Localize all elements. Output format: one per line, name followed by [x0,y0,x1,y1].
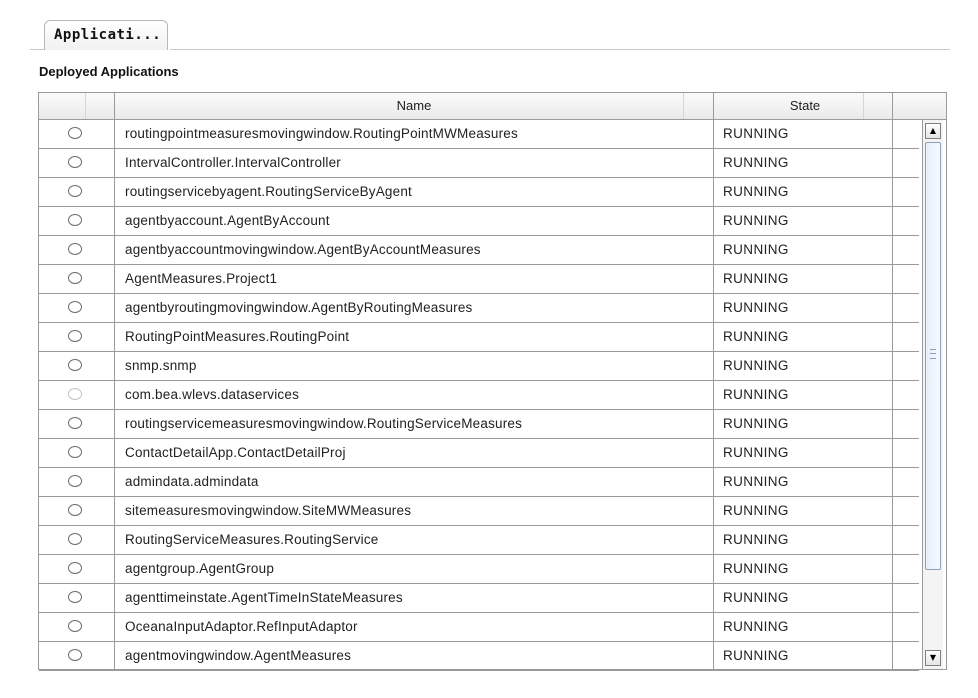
row-select-radio[interactable] [68,214,82,226]
application-state: RUNNING [723,271,789,286]
application-state: RUNNING [723,126,789,141]
table-row[interactable] [39,381,919,410]
table-row[interactable] [39,178,919,207]
row-select-radio[interactable] [68,533,82,545]
application-name: agentmovingwindow.AgentMeasures [125,648,352,663]
table-row[interactable] [39,265,919,294]
application-name: RoutingServiceMeasures.RoutingService [125,532,379,547]
grip-icon [930,349,936,359]
application-name: AgentMeasures.Project1 [125,271,278,286]
application-name: com.bea.wlevs.dataservices [125,387,300,402]
arrow-down-icon[interactable]: ▼ [925,650,941,666]
table-row[interactable] [39,584,919,613]
row-select-radio[interactable] [68,649,82,661]
tab-applications[interactable] [44,20,168,50]
row-select-radio [68,388,82,400]
table-row[interactable] [39,207,919,236]
tab-strip-divider [170,49,950,50]
application-name: OceanaInputAdaptor.RefInputAdaptor [125,619,358,634]
table-row[interactable] [39,497,919,526]
arrow-up-icon[interactable]: ▲ [925,123,941,139]
table-row[interactable] [39,149,919,178]
application-name: IntervalController.IntervalController [125,155,341,170]
application-state: RUNNING [723,561,789,576]
application-state: RUNNING [723,184,789,199]
table-row[interactable] [39,613,919,642]
applications-table [38,92,947,670]
application-name: agentgroup.AgentGroup [125,561,275,576]
row-select-radio[interactable] [68,330,82,342]
application-state: RUNNING [723,445,789,460]
application-state: RUNNING [723,387,789,402]
table-row[interactable] [39,294,919,323]
column-divider [683,93,684,119]
table-row[interactable] [39,439,919,468]
table-row[interactable] [39,642,919,671]
application-state: RUNNING [723,590,789,605]
table-row[interactable] [39,352,919,381]
section-title: Deployed Applications [39,64,179,79]
table-row[interactable] [39,410,919,439]
application-state: RUNNING [723,155,789,170]
table-row[interactable] [39,120,919,149]
application-name: agenttimeinstate.AgentTimeInStateMeasures [125,590,403,605]
row-select-radio[interactable] [68,446,82,458]
scrollbar-thumb[interactable] [925,142,941,570]
application-name: sitemeasuresmovingwindow.SiteMWMeasures [125,503,412,518]
row-select-radio[interactable] [68,156,82,168]
row-select-radio[interactable] [68,359,82,371]
application-state: RUNNING [723,648,789,663]
column-divider [85,93,86,119]
application-name: routingservicemeasuresmovingwindow.RoutingServiceMeasures [125,416,523,431]
select-column-header[interactable] [39,93,85,119]
application-state: RUNNING [723,532,789,547]
application-name: routingpointmeasuresmovingwindow.RoutingPointMWMeasures [125,126,518,141]
application-name: routingservicebyagent.RoutingServiceByAgent [125,184,413,199]
row-select-radio[interactable] [68,243,82,255]
application-name: snmp.snmp [125,358,197,373]
application-state: RUNNING [723,300,789,315]
row-select-radio[interactable] [68,272,82,284]
application-state: RUNNING [723,416,789,431]
application-name: agentbyaccountmovingwindow.AgentByAccountMeasures [125,242,481,257]
row-select-radio[interactable] [68,417,82,429]
application-state: RUNNING [723,619,789,634]
table-header [39,93,946,120]
row-select-radio[interactable] [68,127,82,139]
tab-strip [0,0,978,52]
row-select-radio[interactable] [68,591,82,603]
row-select-radio[interactable] [68,620,82,632]
tab-label: Applicati... [54,27,162,43]
table-row[interactable] [39,236,919,265]
row-select-radio[interactable] [68,185,82,197]
state-column-header[interactable]: State [789,98,821,113]
application-name: ContactDetailApp.ContactDetailProj [125,445,346,460]
application-name: agentbyaccount.AgentByAccount [125,213,330,228]
application-state: RUNNING [723,474,789,489]
application-state: RUNNING [723,242,789,257]
application-name: RoutingPointMeasures.RoutingPoint [125,329,350,344]
column-divider [863,93,864,119]
row-select-radio[interactable] [68,504,82,516]
application-name: admindata.admindata [125,474,259,489]
tab-strip-divider [30,49,44,50]
table-row[interactable] [39,555,919,584]
application-state: RUNNING [723,358,789,373]
application-name: agentbyroutingmovingwindow.AgentByRoutingMeasures [125,300,473,315]
application-state: RUNNING [723,503,789,518]
table-row[interactable] [39,526,919,555]
application-state: RUNNING [723,213,789,228]
application-state: RUNNING [723,329,789,344]
row-select-radio[interactable] [68,475,82,487]
row-select-radio[interactable] [68,562,82,574]
row-select-radio[interactable] [68,301,82,313]
table-row[interactable] [39,323,919,352]
table-row[interactable] [39,468,919,497]
vertical-scrollbar[interactable] [922,120,943,669]
name-column-header[interactable]: Name [396,98,432,113]
